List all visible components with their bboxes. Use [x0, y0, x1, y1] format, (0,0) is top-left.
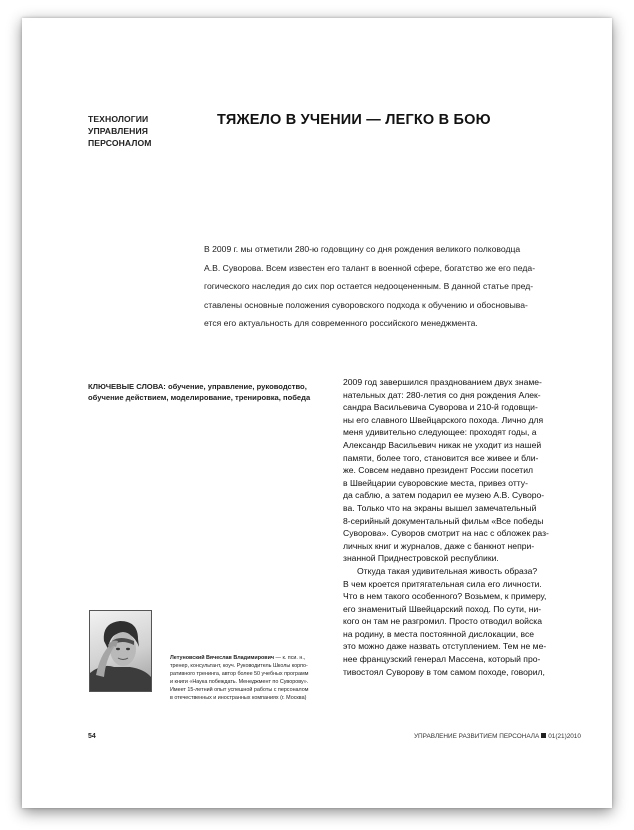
keywords-line: обучение действием, моделирование, тренировка, победа [88, 392, 311, 402]
body-line: Суворова». Суворов смотрит на нас с обложек раз- [343, 528, 549, 539]
section-label [88, 113, 198, 149]
lead-line: ставлены основные положения суворовского подхода к обучению и обосновыва- [204, 299, 528, 310]
body-line: личных книг и журналов, даже с банкнот непри- [343, 540, 535, 551]
body-line: Что в нем такого особенного? Возьмем, к примеру, [343, 591, 547, 602]
body-line: В чем кроется притягательная сила его личности. [343, 578, 542, 589]
author-bio-line: и книги «Наука побеждать. Менеджмент по Суворову». [170, 678, 309, 685]
body-line: 2009 год завершился празднованием двух знаме- [343, 377, 542, 387]
body-text-column [343, 376, 583, 678]
page-number: 54 [88, 733, 96, 740]
square-bullet-icon [541, 733, 546, 738]
lead-line: А.В. Суворова. Всем известен его талант в военной сфере, богатство же его педа- [204, 262, 536, 273]
body-line: это можно даже назвать отступлением. Тем не ме- [343, 641, 547, 652]
body-line: же. Совсем недавно президент России посетил [343, 465, 534, 476]
author-photo [89, 610, 152, 692]
body-line: его знаменитый Швейцарский поход. По сути, ни- [343, 603, 542, 614]
lead-line: ется его актуальность для современного российского менеджмента. [204, 318, 478, 328]
author-bio-line: — к. пси. н., [274, 655, 306, 661]
author-name: Летуновский Вячеслав Владимирович [170, 655, 275, 661]
keywords-line: КЛЮЧЕВЫЕ СЛОВА: обучение, управление, руководство, [88, 382, 307, 391]
lead-line: гогического наследия до сих пор остается недооцененным. В данной статье пред- [204, 281, 534, 291]
author-bio-line: тренер, консультант, коуч. Руководитель Школы корпо- [170, 662, 308, 669]
journal-footer [414, 733, 581, 740]
body-line: ва. Только что на экраны вышел замечательный [343, 502, 537, 513]
author-bio-line: Имеет 15-летний опыт успешной работы с персоналом [170, 686, 309, 693]
issue-number: 01(21)2010 [548, 733, 581, 740]
body-line: знанной Приднестровской республики. [343, 553, 499, 564]
author-bio-line: ративного тренинга, автор более 50 учебных программ [170, 670, 309, 677]
body-line: на родину, в места постоянной дислокации, все [343, 628, 535, 639]
journal-name: УПРАВЛЕНИЕ РАЗВИТИЕМ ПЕРСОНАЛА [414, 733, 540, 740]
body-line: ны его славного Швейцарского похода. Лично для [343, 414, 544, 425]
body-line: Александр Васильевич никак не уходит из нашей [343, 439, 542, 450]
body-line: нательных дат: 280-летия со дня рождения Алек- [343, 389, 541, 400]
section-label-line: ТЕХНОЛОГИИ [88, 114, 149, 124]
section-label-line: УПРАВЛЕНИЯ [88, 126, 149, 136]
body-line: в Швейцарии суворовские места, привез отту- [343, 477, 528, 488]
keywords-block [88, 382, 338, 403]
body-line: Откуда такая удивительная живость образа? [357, 565, 538, 576]
journal-page [22, 18, 612, 808]
body-line: да саблю, а затем подарил ее музею А.В. Суворо- [343, 490, 545, 501]
body-line: кого он там не разгромил. Просто отводил войска [343, 616, 542, 627]
lead-line: В 2009 г. мы отметили 280-ю годовщину со дня рождения великого полководца [204, 244, 521, 254]
body-line: сандра Васильевича Суворова и 210-й годовщи- [343, 402, 538, 413]
author-portrait-image [90, 611, 151, 691]
article-title: ТЯЖЕЛО В УЧЕНИИ — ЛЕГКО В БОЮ [217, 112, 491, 128]
body-line: памяти, более того, становится все живее и бли- [343, 452, 539, 463]
lead-paragraph [204, 240, 576, 333]
body-line: 8-серийный документальный фильм «Все победы [343, 515, 544, 526]
section-label-line: ПЕРСОНАЛОМ [88, 138, 152, 148]
body-line: тивостоял Суворову в том самом походе, говорил, [343, 666, 545, 677]
author-bio-line: в отечественных и иностранных компаниях (г. Москва) [170, 694, 307, 701]
body-line: нее французский генерал Массена, который про- [343, 654, 541, 665]
body-line: меня удивительно следующее: проходят годы, а [343, 427, 537, 438]
author-bio [170, 655, 355, 702]
